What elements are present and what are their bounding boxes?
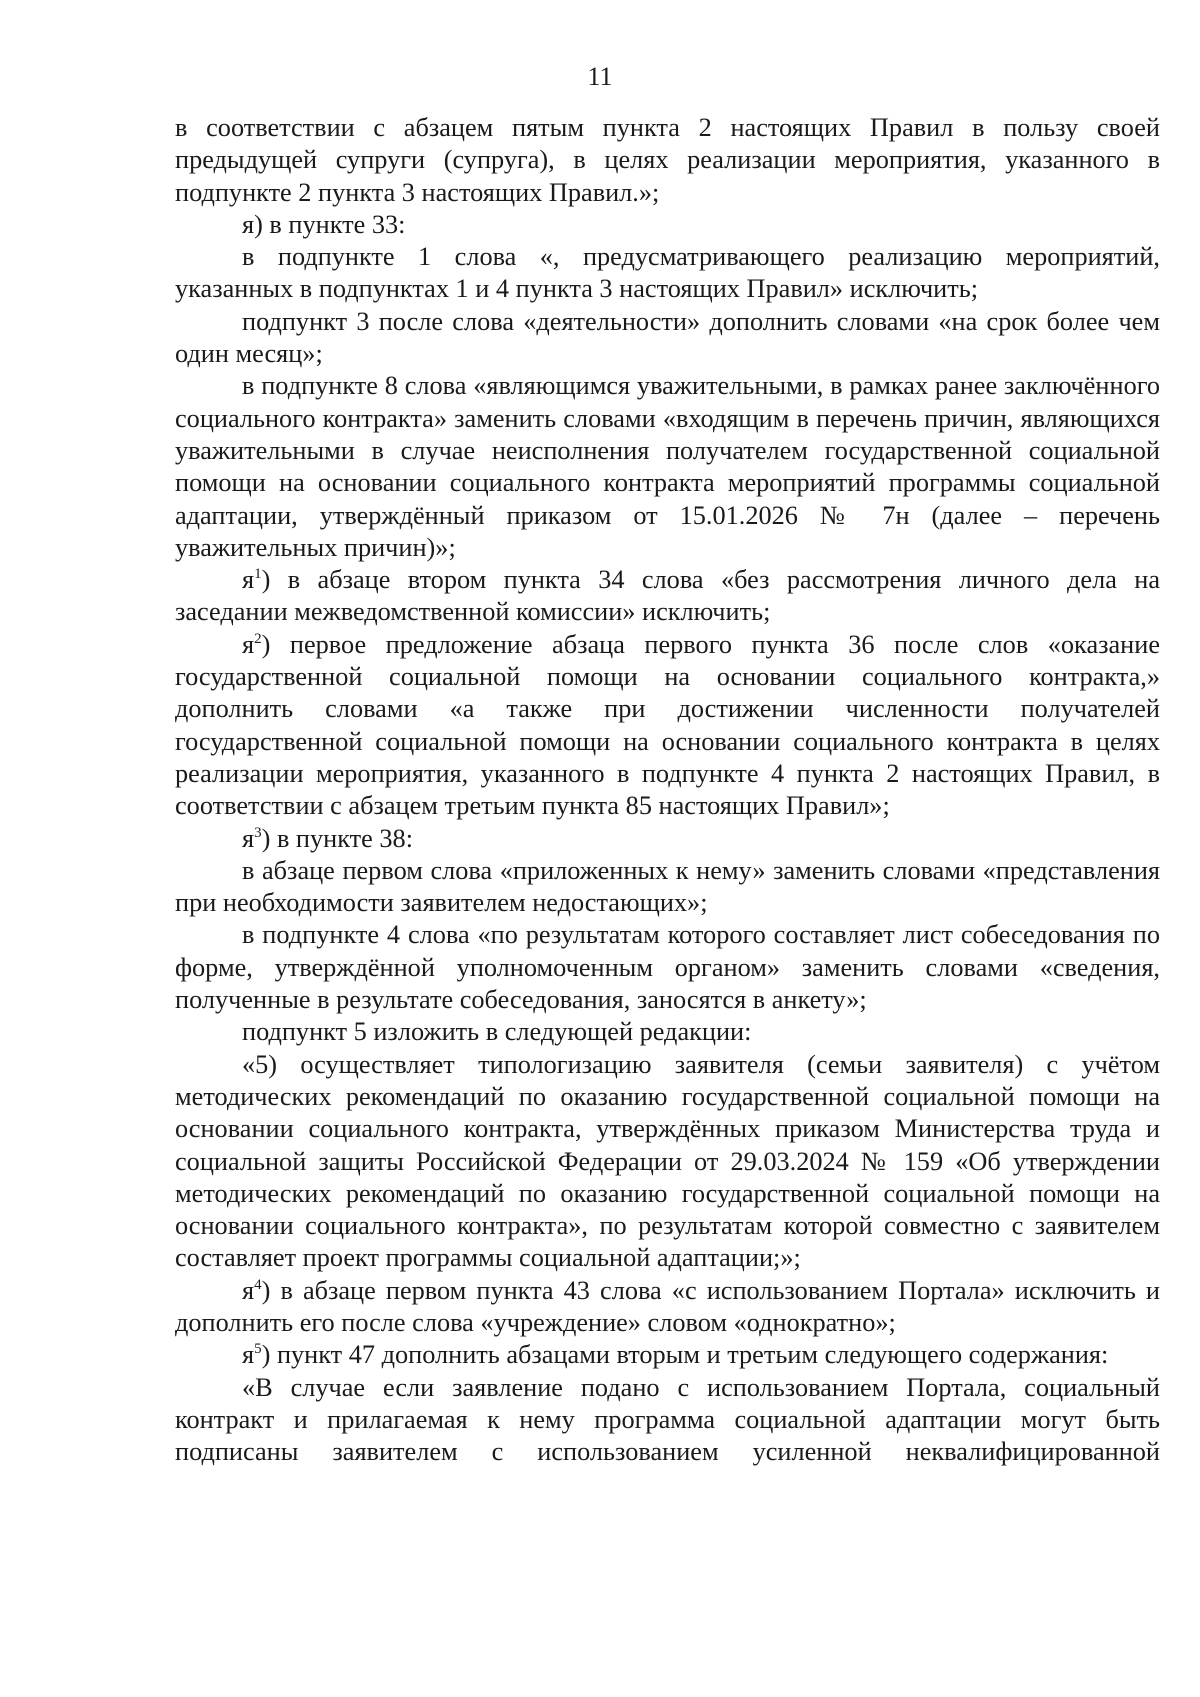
- paragraph-subitem-5-quote: «5) осуществляет типологизацию заявителя (семьи заявителя) с учётом методических рекомендаций по оказанию государственной социальной помощи на основании социального контракта, утверждённых приказом Министерства труда и социальной защиты Российской Федерации от 29.03.2024 № 159 «Об утверждении методических рекомендаций по оказанию государственной социальной помощи на основании социального контракта», по результатам которой совместно с заявителем составляет проект программы социальной адаптации;»;: [175, 1049, 1160, 1273]
- item-marker-superscript: 5: [254, 1341, 262, 1358]
- paragraph-text: ) пункт 47 дополнить абзацами вторым и третьим следующего содержания:: [261, 1340, 1109, 1370]
- paragraph-continuation: в соответствии с абзацем пятым пункта 2 настоящих Правил в пользу своей предыдущей супруги (супруга), в целях реализации мероприятия, указанного в подпункте 2 пункта 3 настоящих Правил.»;: [175, 113, 1160, 207]
- paragraph-text: ) в абзаце втором пункта 34 слова «без рассмотрения личного дела на заседании межведомственной комиссии» исключить;: [175, 565, 1160, 627]
- item-marker: я: [242, 565, 255, 595]
- page-number: 11: [587, 62, 613, 91]
- paragraph-text: ) в пункте 38:: [261, 823, 413, 853]
- item-marker: я: [242, 629, 255, 659]
- item-marker: я: [242, 1275, 255, 1305]
- paragraph-item-ya: я) в пункте 33:: [242, 209, 406, 239]
- document-body: [175, 112, 1160, 1468]
- item-marker: я: [242, 1340, 255, 1370]
- paragraph-subitem-5-intro: подпункт 5 изложить в следующей редакции:: [242, 1017, 752, 1047]
- item-marker-superscript: 1: [254, 566, 262, 583]
- paragraph-subitem-3: подпункт 3 после слова «деятельности» дополнить словами «на срок более чем один месяц»;: [175, 306, 1160, 369]
- paragraph-item-ya3: [175, 823, 1160, 855]
- item-marker-superscript: 3: [254, 824, 262, 841]
- paragraph-subitem-1: в подпункте 1 слова «, предусматривающего реализацию мероприятий, указанных в подпунктах 1 и 4 пункта 3 настоящих Правил» исключить;: [175, 242, 1160, 304]
- paragraph-item-ya2: [175, 629, 1160, 823]
- paragraph-item-ya4: [175, 1275, 1160, 1340]
- paragraph-subitem-8: в подпункте 8 слова «являющимся уважительными, в рамках ранее заключённого социального контракта» заменить словами «входящим в перечень причин, являющихся уважительными в случае неисполнения получателем государственной социальной помощи на основании социального контракта мероприятий программы социальной адаптации, утверждённый приказом от 15.01.2026 № 7н (далее – перечень уважительных причин)»;: [175, 371, 1160, 562]
- paragraph-first-abzac: в абзаце первом слова «приложенных к нему» заменить словами «представления при необходимости заявителем недостающих»;: [175, 855, 1160, 918]
- item-marker-superscript: 4: [254, 1276, 262, 1293]
- item-marker-superscript: 2: [254, 630, 262, 647]
- paragraph-quote-portal: «В случае если заявление подано с использованием Портала, социальный контракт и прилагаемая к нему программа социальной адаптации могут быть подписаны заявителем с использованием усиленной неквалифицированной: [175, 1372, 1160, 1467]
- item-marker: я: [242, 823, 255, 853]
- paragraph-text: ) первое предложение абзаца первого пункта 36 после слов «оказание государственной социальной помощи на основании социального контракта,» дополнить словами «а также при достижении численности получателей государственной социальной помощи на основании социального контракта в целях реализации мероприятия, указанного в подпункте 4 пункта 2 настоящих Правил, в соответствии с абзацем третьим пункта 85 настоящих Правил»;: [175, 629, 1160, 821]
- paragraph-subitem-4: в подпункте 4 слова «по результатам которого составляет лист собеседования по форме, утверждённой уполномоченным органом» заменить словами «сведения, полученные в результате собеседования, заносятся в анкету»;: [175, 920, 1160, 1015]
- paragraph-item-ya1: [175, 564, 1160, 629]
- paragraph-item-ya5: [175, 1339, 1160, 1371]
- paragraph-text: ) в абзаце первом пункта 43 слова «с использованием Портала» исключить и дополнить его после слова «учреждение» словом «однократно»;: [175, 1275, 1160, 1337]
